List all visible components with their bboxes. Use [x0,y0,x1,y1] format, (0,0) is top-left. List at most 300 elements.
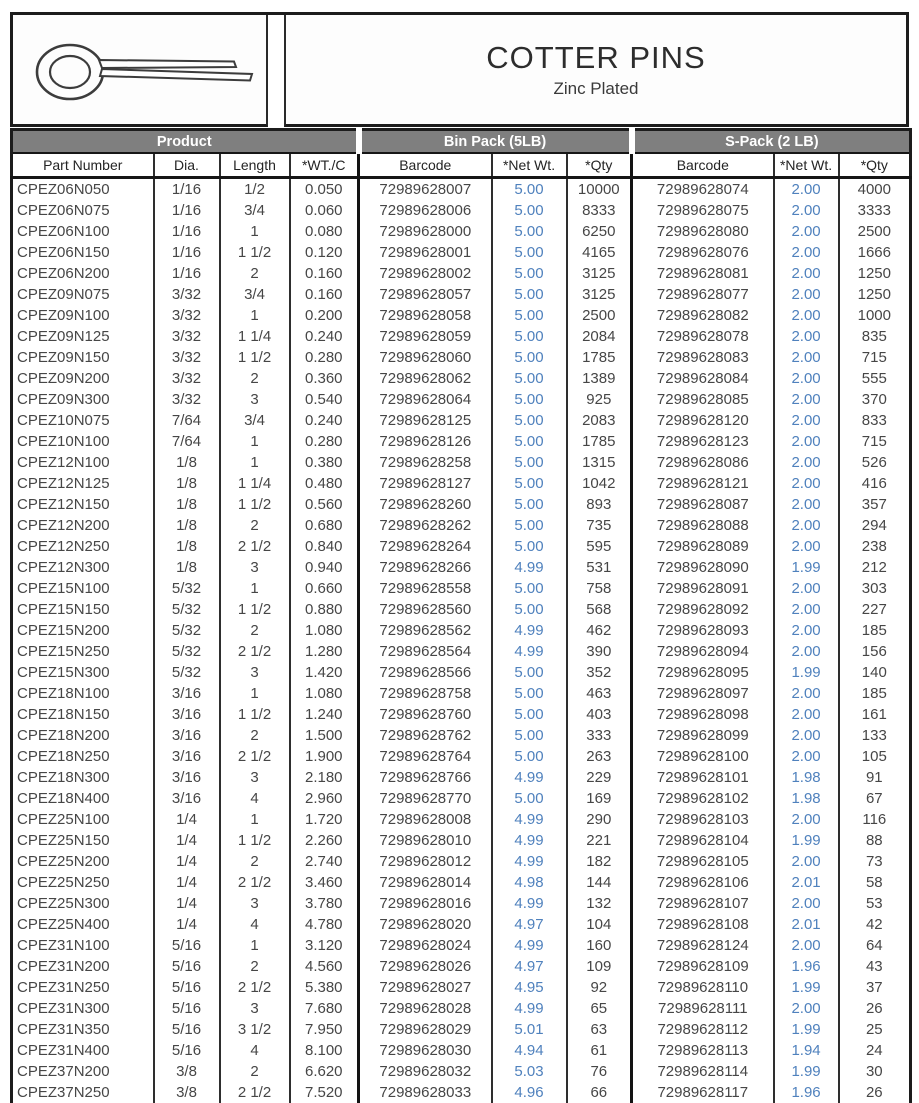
cell-length: 1 [220,935,290,956]
cell-dia: 3/32 [154,326,220,347]
cell-spack-net-wt: 1.99 [774,1061,839,1082]
cell-bin-net-wt: 4.99 [492,830,567,851]
cell-dia: 5/16 [154,998,220,1019]
cell-bin-barcode: 72989628125 [359,410,492,431]
cell-spack-qty: 835 [839,326,911,347]
cell-spack-barcode: 72989628076 [632,242,774,263]
cell-length: 2 1/2 [220,536,290,557]
cell-bin-net-wt: 4.99 [492,620,567,641]
cell-dia: 5/16 [154,1019,220,1040]
cell-spack-barcode: 72989628099 [632,725,774,746]
cell-spack-barcode: 72989628084 [632,368,774,389]
table-row [12,704,911,725]
cell-spack-qty: 715 [839,431,911,452]
cell-dia: 5/32 [154,599,220,620]
cell-length: 1 [220,683,290,704]
cell-wt-per-c: 0.560 [290,494,359,515]
column-header-row [12,153,911,178]
table-row [12,431,911,452]
cell-bin-qty: 390 [567,641,632,662]
group-header-product: Product [12,130,359,154]
cell-bin-barcode: 72989628770 [359,788,492,809]
cell-length: 1 1/4 [220,326,290,347]
cell-spack-net-wt: 1.98 [774,767,839,788]
cell-bin-qty: 3125 [567,263,632,284]
cell-part-number: CPEZ09N100 [12,305,154,326]
cell-dia: 1/4 [154,872,220,893]
cell-spack-qty: 24 [839,1040,911,1061]
cell-bin-net-wt: 4.99 [492,893,567,914]
cell-spack-barcode: 72989628114 [632,1061,774,1082]
column-header-spack-net-wt: *Net Wt. [774,153,839,178]
cell-spack-qty: 555 [839,368,911,389]
cell-spack-net-wt: 2.00 [774,178,839,201]
cell-length: 1 [220,809,290,830]
cell-spack-barcode: 72989628112 [632,1019,774,1040]
cell-bin-barcode: 72989628014 [359,872,492,893]
cell-part-number: CPEZ06N050 [12,178,154,201]
cell-length: 1 [220,221,290,242]
cell-wt-per-c: 0.050 [290,178,359,201]
cell-bin-net-wt: 5.00 [492,242,567,263]
cell-dia: 1/8 [154,494,220,515]
table-row [12,914,911,935]
cell-bin-barcode: 72989628024 [359,935,492,956]
cell-bin-net-wt: 5.00 [492,452,567,473]
cell-part-number: CPEZ18N250 [12,746,154,767]
cell-dia: 7/64 [154,431,220,452]
cell-spack-barcode: 72989628105 [632,851,774,872]
cell-spack-qty: 1666 [839,242,911,263]
cell-part-number: CPEZ25N250 [12,872,154,893]
cell-length: 1 [220,305,290,326]
cell-dia: 1/16 [154,242,220,263]
cell-spack-qty: 26 [839,1082,911,1103]
cell-spack-barcode: 72989628090 [632,557,774,578]
cell-wt-per-c: 1.080 [290,683,359,704]
cell-spack-qty: 185 [839,683,911,704]
cell-bin-net-wt: 5.00 [492,473,567,494]
cell-length: 1 [220,452,290,473]
cell-spack-net-wt: 2.00 [774,893,839,914]
cell-spack-net-wt: 2.00 [774,599,839,620]
cell-spack-net-wt: 2.00 [774,998,839,1019]
cell-spack-net-wt: 1.99 [774,830,839,851]
cell-part-number: CPEZ12N150 [12,494,154,515]
cell-spack-qty: 1250 [839,284,911,305]
cell-bin-qty: 352 [567,662,632,683]
cell-dia: 5/32 [154,641,220,662]
cell-spack-qty: 73 [839,851,911,872]
cell-spack-qty: 238 [839,536,911,557]
cell-length: 4 [220,1040,290,1061]
cell-dia: 1/8 [154,557,220,578]
cell-length: 1 [220,431,290,452]
cell-spack-qty: 1250 [839,263,911,284]
cell-spack-net-wt: 1.96 [774,1082,839,1103]
table-row [12,389,911,410]
cell-spack-qty: 105 [839,746,911,767]
cell-dia: 5/16 [154,935,220,956]
cell-spack-barcode: 72989628100 [632,746,774,767]
cell-spack-qty: 185 [839,620,911,641]
cell-part-number: CPEZ25N100 [12,809,154,830]
cell-bin-barcode: 72989628033 [359,1082,492,1103]
cell-length: 2 [220,620,290,641]
cell-part-number: CPEZ18N200 [12,725,154,746]
cell-length: 2 [220,1061,290,1082]
cell-spack-net-wt: 1.99 [774,557,839,578]
cell-dia: 3/32 [154,389,220,410]
cell-bin-barcode: 72989628562 [359,620,492,641]
cell-length: 2 [220,851,290,872]
cell-spack-barcode: 72989628104 [632,830,774,851]
cell-wt-per-c: 7.520 [290,1082,359,1103]
cell-bin-qty: 263 [567,746,632,767]
cell-bin-net-wt: 5.00 [492,431,567,452]
cell-part-number: CPEZ09N125 [12,326,154,347]
cell-bin-net-wt: 5.00 [492,284,567,305]
cell-spack-barcode: 72989628089 [632,536,774,557]
table-row [12,1061,911,1082]
cell-bin-net-wt: 5.00 [492,389,567,410]
cell-dia: 1/4 [154,809,220,830]
cell-wt-per-c: 0.160 [290,263,359,284]
cell-bin-net-wt: 5.00 [492,410,567,431]
cell-bin-net-wt: 4.97 [492,956,567,977]
cell-spack-net-wt: 2.00 [774,704,839,725]
cell-bin-qty: 132 [567,893,632,914]
cell-dia: 1/4 [154,893,220,914]
table-row [12,178,911,201]
cell-bin-net-wt: 4.99 [492,557,567,578]
cell-dia: 3/16 [154,683,220,704]
cell-bin-qty: 8333 [567,200,632,221]
cell-spack-qty: 303 [839,578,911,599]
cell-part-number: CPEZ25N150 [12,830,154,851]
cell-spack-qty: 30 [839,1061,911,1082]
cell-bin-net-wt: 4.99 [492,767,567,788]
cell-bin-net-wt: 5.00 [492,368,567,389]
cell-part-number: CPEZ31N200 [12,956,154,977]
cell-spack-net-wt: 2.00 [774,347,839,368]
cell-spack-net-wt: 2.00 [774,809,839,830]
cell-spack-net-wt: 1.99 [774,977,839,998]
cell-spack-barcode: 72989628102 [632,788,774,809]
cell-bin-net-wt: 4.99 [492,998,567,1019]
cell-bin-qty: 1785 [567,431,632,452]
cell-spack-qty: 370 [839,389,911,410]
cell-spack-barcode: 72989628085 [632,389,774,410]
cell-bin-barcode: 72989628057 [359,284,492,305]
cell-spack-barcode: 72989628094 [632,641,774,662]
cell-bin-qty: 1389 [567,368,632,389]
cell-bin-barcode: 72989628001 [359,242,492,263]
cell-part-number: CPEZ31N250 [12,977,154,998]
cell-length: 3 [220,557,290,578]
cell-length: 3 [220,893,290,914]
cell-spack-net-wt: 2.00 [774,536,839,557]
cell-spack-qty: 43 [839,956,911,977]
cell-bin-qty: 221 [567,830,632,851]
cell-wt-per-c: 1.080 [290,620,359,641]
cell-spack-barcode: 72989628077 [632,284,774,305]
cell-spack-net-wt: 2.00 [774,410,839,431]
cell-dia: 3/16 [154,767,220,788]
cell-spack-net-wt: 1.99 [774,1019,839,1040]
cell-part-number: CPEZ12N300 [12,557,154,578]
cell-spack-qty: 357 [839,494,911,515]
cell-bin-qty: 925 [567,389,632,410]
cell-dia: 1/8 [154,452,220,473]
cell-dia: 1/4 [154,851,220,872]
cell-part-number: CPEZ37N200 [12,1061,154,1082]
cell-bin-barcode: 72989628262 [359,515,492,536]
table-row [12,284,911,305]
cell-part-number: CPEZ06N150 [12,242,154,263]
cell-bin-barcode: 72989628008 [359,809,492,830]
cell-bin-barcode: 72989628126 [359,431,492,452]
cell-bin-net-wt: 5.01 [492,1019,567,1040]
cell-wt-per-c: 2.180 [290,767,359,788]
cell-wt-per-c: 0.240 [290,326,359,347]
cell-bin-qty: 63 [567,1019,632,1040]
cell-spack-net-wt: 2.00 [774,725,839,746]
cell-spack-barcode: 72989628083 [632,347,774,368]
cell-length: 2 1/2 [220,1082,290,1103]
cell-wt-per-c: 8.100 [290,1040,359,1061]
cell-bin-net-wt: 5.00 [492,725,567,746]
group-header-bin-pack-5lb: Bin Pack (5LB) [359,130,632,154]
cell-bin-barcode: 72989628016 [359,893,492,914]
cell-bin-net-wt: 4.95 [492,977,567,998]
cell-length: 3 [220,767,290,788]
cell-bin-qty: 758 [567,578,632,599]
cell-wt-per-c: 0.280 [290,347,359,368]
cell-dia: 3/32 [154,284,220,305]
table-row [12,767,911,788]
cell-length: 1 [220,578,290,599]
cell-bin-net-wt: 5.00 [492,263,567,284]
cell-bin-net-wt: 5.00 [492,788,567,809]
table-row [12,977,911,998]
cell-spack-net-wt: 2.00 [774,683,839,704]
cell-part-number: CPEZ18N400 [12,788,154,809]
cell-length: 1 1/2 [220,242,290,263]
cell-length: 3 [220,998,290,1019]
column-header-length: Length [220,153,290,178]
cell-length: 3 [220,662,290,683]
cell-spack-qty: 3333 [839,200,911,221]
cell-part-number: CPEZ10N075 [12,410,154,431]
cell-bin-barcode: 72989628010 [359,830,492,851]
cell-bin-net-wt: 4.99 [492,935,567,956]
table-row [12,200,911,221]
cell-spack-qty: 116 [839,809,911,830]
cell-spack-net-wt: 2.00 [774,263,839,284]
cell-spack-qty: 64 [839,935,911,956]
cell-spack-qty: 715 [839,347,911,368]
cell-part-number: CPEZ18N300 [12,767,154,788]
cell-part-number: CPEZ06N200 [12,263,154,284]
cell-bin-net-wt: 4.99 [492,851,567,872]
cell-dia: 1/8 [154,515,220,536]
cell-spack-barcode: 72989628097 [632,683,774,704]
cell-bin-barcode: 72989628026 [359,956,492,977]
cell-wt-per-c: 3.460 [290,872,359,893]
cell-wt-per-c: 0.240 [290,410,359,431]
cell-spack-net-wt: 2.00 [774,935,839,956]
cell-spack-barcode: 72989628086 [632,452,774,473]
cell-spack-net-wt: 2.00 [774,389,839,410]
cell-spack-barcode: 72989628106 [632,872,774,893]
table-row [12,305,911,326]
cell-spack-qty: 88 [839,830,911,851]
cell-spack-qty: 212 [839,557,911,578]
cell-spack-qty: 42 [839,914,911,935]
cell-bin-qty: 568 [567,599,632,620]
table-row [12,221,911,242]
cell-bin-barcode: 72989628762 [359,725,492,746]
cell-bin-barcode: 72989628564 [359,641,492,662]
table-row [12,956,911,977]
cell-bin-qty: 333 [567,725,632,746]
cell-length: 2 1/2 [220,641,290,662]
cell-bin-barcode: 72989628007 [359,178,492,201]
cell-part-number: CPEZ12N125 [12,473,154,494]
cell-part-number: CPEZ15N250 [12,641,154,662]
table-row [12,536,911,557]
group-header-s-pack-2-lb: S-Pack (2 LB) [632,130,911,154]
cell-part-number: CPEZ15N150 [12,599,154,620]
cell-spack-barcode: 72989628109 [632,956,774,977]
cell-bin-net-wt: 5.00 [492,683,567,704]
cell-bin-qty: 2500 [567,305,632,326]
cell-spack-qty: 227 [839,599,911,620]
cell-part-number: CPEZ31N400 [12,1040,154,1061]
cell-bin-barcode: 72989628029 [359,1019,492,1040]
cell-bin-barcode: 72989628264 [359,536,492,557]
cell-spack-qty: 416 [839,473,911,494]
table-row [12,1082,911,1103]
column-header-spack-barcode: Barcode [632,153,774,178]
title-box [284,15,909,127]
parts-table [10,128,912,1103]
cell-length: 2 [220,263,290,284]
header-divider-gap [268,15,284,127]
page-header [10,12,909,127]
table-row [12,830,911,851]
cell-bin-net-wt: 4.99 [492,809,567,830]
cell-spack-net-wt: 2.00 [774,284,839,305]
cell-part-number: CPEZ18N100 [12,683,154,704]
cell-part-number: CPEZ25N200 [12,851,154,872]
cell-spack-net-wt: 1.99 [774,662,839,683]
cell-spack-barcode: 72989628091 [632,578,774,599]
cell-spack-barcode: 72989628095 [632,662,774,683]
cell-spack-net-wt: 2.01 [774,914,839,935]
cell-length: 1/2 [220,178,290,201]
cell-bin-barcode: 72989628760 [359,704,492,725]
cell-wt-per-c: 0.160 [290,284,359,305]
cell-spack-net-wt: 2.00 [774,746,839,767]
cell-spack-qty: 25 [839,1019,911,1040]
cell-bin-barcode: 72989628020 [359,914,492,935]
cell-spack-qty: 91 [839,767,911,788]
cell-bin-qty: 595 [567,536,632,557]
cell-bin-barcode: 72989628028 [359,998,492,1019]
cell-bin-qty: 463 [567,683,632,704]
cell-length: 1 1/2 [220,599,290,620]
cell-spack-qty: 833 [839,410,911,431]
table-row [12,788,911,809]
cell-wt-per-c: 1.240 [290,704,359,725]
cell-wt-per-c: 2.740 [290,851,359,872]
cell-part-number: CPEZ15N100 [12,578,154,599]
cell-length: 3/4 [220,284,290,305]
cell-spack-barcode: 72989628103 [632,809,774,830]
cell-bin-qty: 403 [567,704,632,725]
cell-length: 1 1/2 [220,830,290,851]
table-row [12,662,911,683]
cell-dia: 5/32 [154,578,220,599]
cell-wt-per-c: 0.280 [290,431,359,452]
cell-bin-barcode: 72989628064 [359,389,492,410]
cell-bin-qty: 1315 [567,452,632,473]
cell-bin-barcode: 72989628266 [359,557,492,578]
cell-bin-barcode: 72989628127 [359,473,492,494]
cell-bin-barcode: 72989628030 [359,1040,492,1061]
cell-bin-barcode: 72989628558 [359,578,492,599]
cell-part-number: CPEZ18N150 [12,704,154,725]
cell-dia: 3/32 [154,305,220,326]
cell-bin-net-wt: 5.00 [492,515,567,536]
cell-spack-barcode: 72989628111 [632,998,774,1019]
cell-part-number: CPEZ25N300 [12,893,154,914]
table-row [12,683,911,704]
cell-part-number: CPEZ09N150 [12,347,154,368]
cell-bin-barcode: 72989628059 [359,326,492,347]
table-row [12,578,911,599]
page-subtitle: Zinc Plated [553,79,638,99]
cell-dia: 5/32 [154,620,220,641]
cell-spack-qty: 156 [839,641,911,662]
column-header-dia: Dia. [154,153,220,178]
cell-bin-qty: 92 [567,977,632,998]
cell-dia: 1/16 [154,221,220,242]
cell-bin-net-wt: 4.99 [492,641,567,662]
cell-spack-barcode: 72989628093 [632,620,774,641]
cell-bin-barcode: 72989628560 [359,599,492,620]
cell-dia: 1/4 [154,914,220,935]
table-row [12,1019,911,1040]
cell-spack-net-wt: 1.98 [774,788,839,809]
table-row [12,935,911,956]
table-row [12,557,911,578]
table-row [12,473,911,494]
cell-bin-qty: 2084 [567,326,632,347]
cell-wt-per-c: 0.840 [290,536,359,557]
cell-length: 3 1/2 [220,1019,290,1040]
cell-length: 3 [220,389,290,410]
cell-length: 4 [220,914,290,935]
cell-part-number: CPEZ12N250 [12,536,154,557]
cell-spack-barcode: 72989628082 [632,305,774,326]
cell-spack-barcode: 72989628120 [632,410,774,431]
cell-wt-per-c: 0.380 [290,452,359,473]
cell-dia: 1/16 [154,263,220,284]
cell-length: 4 [220,788,290,809]
